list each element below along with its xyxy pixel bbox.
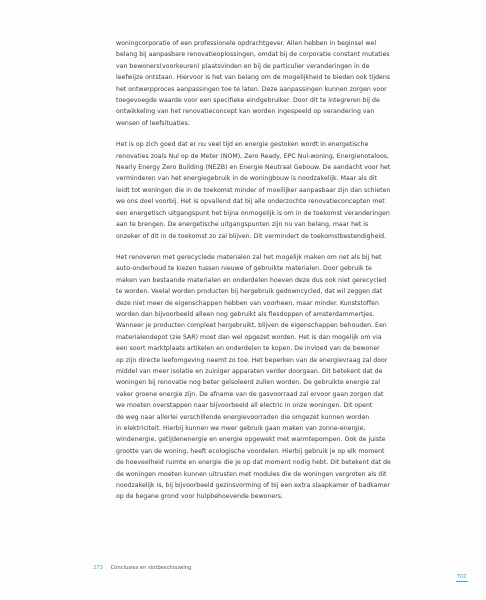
text-line: van bewoners(voorkeuren) plaatsvinden en bij de particulier veranderingen in de bbox=[116, 62, 370, 70]
text-line: worden dan bijvoorbeeld alleen nog gebruikt als flesdoppen of amsterdammertjes. bbox=[116, 310, 375, 318]
text-line: verminderen van het energiegebruik in de woningbouw is noodzakelijk. Maar als dit bbox=[116, 175, 378, 183]
text-line: te worden. Veelal worden producten bij hergebruik gedowncycled, dat wil zeggen dat bbox=[116, 288, 383, 296]
text-line: Het is op zich goed dat er nu veel tijd en energie gestoken wordt in energetische bbox=[116, 141, 369, 149]
text-line: in elektriciteit. Hierbij kunnen we meer gebruik gaan maken van zonne-energie, bbox=[116, 425, 366, 432]
body-text bbox=[116, 38, 416, 503]
text-line: renovaties zoals Nul op de Meter (NOM), Zero Ready, EPC Nul-woning, Energienotaloos, bbox=[116, 152, 390, 160]
text-line: maken van bestaande materialen en onderdelen hoeven deze dus ook niet gerecycled bbox=[116, 276, 387, 284]
text-line: op de begane grond voor hulpbehoevende bewoners. bbox=[116, 493, 284, 501]
text-line: wensen of leefsituaties. bbox=[116, 119, 190, 127]
toc-link[interactable] bbox=[456, 575, 468, 582]
text-line: we ons doel voorbij. Het is opvallend dat bij alle onderzochte renovatieconcepten met bbox=[116, 198, 385, 206]
page-footer bbox=[93, 565, 191, 571]
paragraph-2 bbox=[116, 139, 416, 242]
text-line: op zijn directe leefomgeving neemt zo toe. Het beperken van de energievraag zal door bbox=[116, 356, 388, 364]
text-line: materialendepot (zie SAR) moet dan wel opgezet worden. Het is dan mogelijk om via bbox=[116, 333, 382, 341]
toc-underline bbox=[456, 581, 468, 582]
toc-label: TOC bbox=[456, 575, 468, 580]
text-line: de woningen moeten kunnen uitrusten met modules die de woningen vergroten als dit bbox=[116, 470, 387, 478]
text-line: een energetisch uitgangspunt het bijna onmogelijk is om in de toekomst veranderingen bbox=[116, 209, 390, 217]
text-line: ontwikkeling van het renovatieconcept kan worden ingespeeld op verandering van bbox=[116, 108, 375, 116]
text-line: noodzakelijk is, bij bijvoorbeeld gezinsvorming of bij een extra slaapkamer of badkamer bbox=[116, 482, 391, 490]
text-line: leidt tot woningen die in de toekomst minder of moeilijker aanpasbaar zijn dan schieten bbox=[116, 186, 391, 194]
text-line: woningcorporatie of een professionele opdrachtgever. Allen hebben in beginsel wel bbox=[116, 40, 377, 47]
text-line: leefwijze ontstaan. Hiervoor is het van belang om de mogelijkheid te bieden ook tijdens bbox=[116, 74, 391, 82]
text-line: belang bij aanpasbare renovatieoplossingen, omdat bij de corporatie constant mutaties bbox=[116, 51, 390, 59]
text-line: auto-onderhoud te kiezen tussen nieuwe of gebruikte materialen. Door gebruik te bbox=[116, 265, 372, 273]
text-line: het ontwerpproces aanpassingen toe te laten. Deze aanpassingen kunnen zorgen voor bbox=[116, 85, 387, 93]
text-line: de weg naar allerlei verschillende energievoorraden die omgezet kunnen worden bbox=[116, 413, 370, 421]
text-line: vaker groene energie zijn. De afname van de gasvoorraad zal ervoor gaan zorgen dat bbox=[116, 390, 384, 398]
text-line: een soort marktplaats artikelen en onderdelen te kopen. De invloed van de bewoner bbox=[116, 345, 380, 353]
text-line: toegevoegde waarde voor een specifieke eindgebruiker. Door dit te integreren bij de bbox=[116, 97, 380, 105]
text-line: woningen bij renovatie nog beter geïsoleerd zullen worden. De gebruikte energie zal bbox=[116, 379, 381, 387]
text-line: de hoeveelheid ruimte en energie die je op dat moment nodig hebt. Dit betekent dat de bbox=[116, 459, 391, 467]
text-line: Wanneer je producten compleet hergebruikt, blijven de eigenschappen behouden. Een bbox=[116, 322, 387, 330]
text-line: deze niet meer de eigenschappen hebben van voorheen, maar minder. Kunststoffen bbox=[116, 299, 379, 307]
text-line: Nearly Energy Zero Building (NEZB) en Energie Neutraal Gebouw. De aandacht voor het bbox=[116, 164, 391, 172]
text-line: onzeker of dit in de toekomst zo zal blijven. Dit vermindert de toekomstbestendigheid. bbox=[116, 232, 387, 240]
text-line: middel van meer isolatie en zuiniger apparaten verder doorgaan. Dit betekent dat de bbox=[116, 367, 383, 375]
paragraph-1 bbox=[116, 38, 416, 129]
text-line: we moeten overstappen naar bijvoorbeeld all electric in onze woningen. Dit opent bbox=[116, 402, 373, 410]
text-line: windenergie, getijdenenergie en energie opgewekt met warmtepompen. Ook de juiste bbox=[116, 436, 386, 444]
text-line: Het renoveren met gerecyclede materialen zal het mogelijk maken om net als bij het bbox=[116, 253, 382, 261]
section-title: Conclusies en slotbeschouwing bbox=[110, 565, 192, 571]
text-line: aan te brengen. De energetische uitgangspunten zijn nu van belang, maar het is bbox=[116, 221, 369, 229]
page-number: 273 bbox=[93, 565, 103, 571]
paragraph-3 bbox=[116, 252, 416, 503]
text-line: grootte van de woning, heeft ecologische voordelen. Hierbij gebruik je op elk moment bbox=[116, 447, 385, 455]
